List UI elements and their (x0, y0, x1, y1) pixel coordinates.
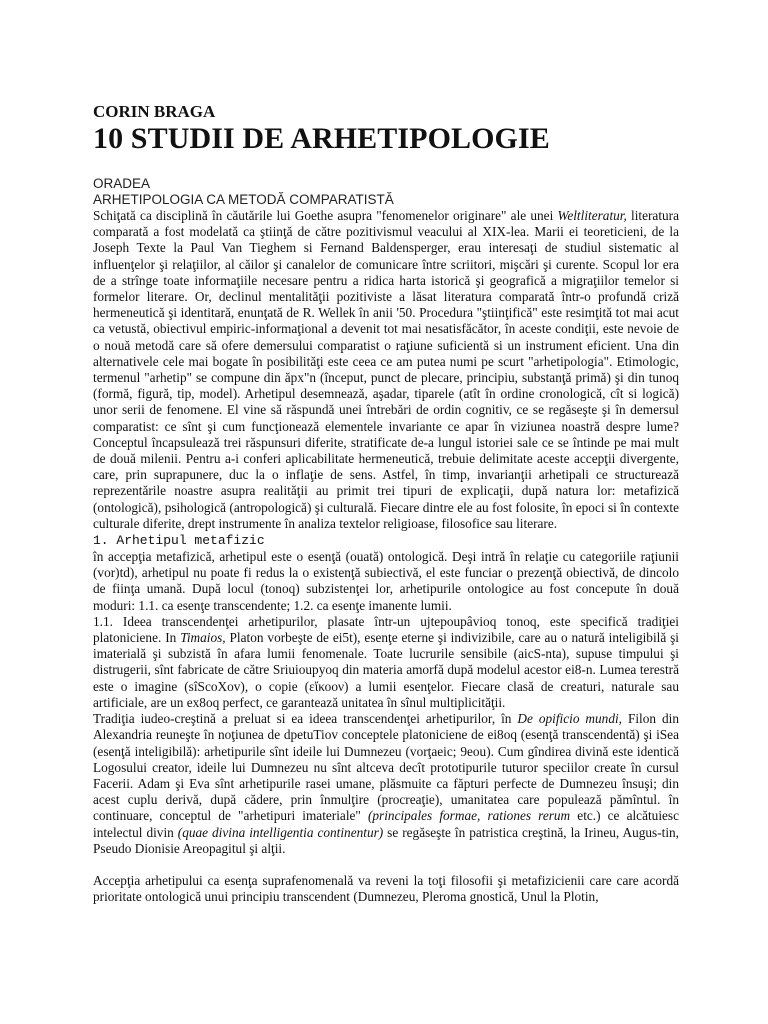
text-run: Filon din Alexandria reuneşte în noţiunea de dpetuTiov conceptele platoniciene de ei8oq (esenţă transcendentă) şi iSea (esenţă inteligibilă): arhetipurile sînt ideile lui Dumnezeu (vorţaeic; 9eou). Cum gîndirea divină este identică Logosului creator, ideile lui Dumnezeu nu sînt altceva decît prototipurile tuturor speciilor create în cursul Facerii. Adam şi Eva sînt arhetipurile rasei umane, plăsmuite ca făpturi perfecte de Dumnezeu însuşi; din acest cuplu derivă, după cădere, prin înmulţire (procreaţie), umanitatea care populează pămîntul. în continuare, conceptul de "arhetipuri imateriale" (93, 711, 679, 824)
paragraph-intro (93, 208, 679, 532)
text-run: literatura comparată a fost modelată ca ştiinţă de către pozitivismul veacului al XIX-lea. Marii ei teoreticieni, de la Joseph Texte la Paul Van Tieghem si Fernand Baldensperger, erau interesaţi de studiul sistematic al influenţelor şi relaţiilor, al căilor şi canalelor de comunicare între scriitori, mişcări şi curente. Scopul lor era de a strînge toate informaţiile necesare pentru a ridica harta istorică şi geografică a migraţiilor temelor si formelor literare. Or, declinul mentalităţii pozitiviste a lăsat literatura comparată într-o profundă criză hermeneutică şi identitară, enunţată de R. Wellek în anii '50. Procedura "ştiinţifică" este resimţită tot mai acut ca vetustă, obiectivul empiric-informaţional a devenit tot mai nesatisfăcător, în aceste condiţii, este nevoie de o nouă metodă care să ofere demersului comparatist o raţiune suficientă si un instrument eficient. Una din alternativele cele mai bogate în posibilităţi este ceea ce am putea numi pe scurt "arhetipologia". Etimologic, termenul "arhetip" se compune din ăpx"n (început, punct de plecare, principiu, substanţă primă) şi din tunoq (formă, figură, tip, model). Arhetipul desemnează, aşadar, tiparele (atît în ordine cronologică, cît si logică) unor serii de fenomene. El vine să răspundă unei întrebări de ordin cognitiv, ce se regăseşte şi în demersul comparatist: ce sînt şi cum funcţionează elementele invariante ce apar în viziunea noastră despre lume? Conceptul încapsulează trei răspunsuri diferite, stratificate de-a lungul istoriei sale ce se întinde pe mai mult de două milenii. Pentru a-i conferi aplicabilitate hermeneutică, trebuie delimitate aceste accepţii divergente, care, prin suprapunere, duc la o inflaţie de sens. Astfel, în timp, invarianţii arhetipali ce structurează reprezentările noastre asupra realităţii au primit trei tipuri de explicaţii, după natura lor: metafizică (ontologică), psihologică (antropologică) şi culturală. Fiecare dintre ele au fost folosite, în epoci si în contexte culturale diferite, drept instrumente în analiza textelor religioase, filosofice sau literare. (93, 208, 680, 531)
italic-term: Weltliteratur, (557, 208, 627, 223)
italic-term: De opificio mundi, (517, 711, 622, 727)
text-run: Schiţată ca disciplină în căutările lui Goethe asupra "fenomenelor originare" ale unei (93, 208, 558, 223)
document-page (93, 102, 679, 905)
text-run: etc.) ce alcătuiesc intelectul divin (93, 808, 679, 840)
text-run: 1.1. Ideea transcendenţei arhetipurilor, plasate într-un ujtepoupâvioq tonoq, este specifică tradiţiei platoniciene. In (93, 613, 679, 646)
section-heading: 1. Arhetipul metafizic (93, 533, 265, 549)
book-title: 10 STUDII DE ARHETIPOLOGIE (93, 122, 550, 155)
text-run: se regăseşte în patristica creştină, la Irineu, Augus-tin, Pseudo Dionisie Areopagitul şi alţii. (93, 824, 679, 856)
paragraph-suprafenomenal: Accepţia arhetipului ca esenţa suprafenomenală va reveni la toţi filosofii şi metafizicienii care care acordă prioritate ontologică unui principiu transcendent (Dumnezeu, Pleroma gnostică, Unul la Plotin, (93, 872, 679, 905)
place-label: ORADEA (93, 176, 151, 191)
italic-term: Timaios, (180, 630, 226, 646)
paragraph-metaphysical: în accepţia metafizică, arhetipul este o esenţă (ouată) ontologică. Deşi intră în relaţie cu categoriile raţiunii (vor)td), arhetipul nu poate fi redus la o existenţă subiectivă, el este funciar o prezenţă obiectivă, de dincolo de fiinţa umană. După locul (tonoq) subzistenţei lor, arhetipurile ontologice au fost concepute în două moduri: 1.1. ca esenţe transcendente; 1.2. ca esenţe imanente lumii. (93, 549, 679, 613)
paragraph-transcendence (93, 614, 679, 711)
italic-term: (principales formae, rationes rerum (367, 808, 571, 824)
paragraph-judeo-christian (93, 711, 679, 857)
author-name: CORIN BRAGA (93, 102, 216, 121)
paragraph-spacer (93, 857, 679, 873)
text-run: Platon vorbeşte de ei5t), esenţe eterne şi indivizibile, care au o natură inteligibilă şi imaterială şi subzistă în afara lumii fenomenale. Toate lucrurile sensibile (aicS-nta), supuse timpului şi distrugerii, sînt fabricate de către Sriuioupyoq din materia amorfă după modelul acestor ei8-n. Lumea terestră este o imagine (sîScoXov), o copie (εἴκοον) a lumii esenţelor. Fiecare clasă de creaturi, naturale sau artificiale, are un ex8oq perfect, ce garantează unitatea în sînul multiplicităţii. (93, 630, 680, 710)
chapter-title: ARHETIPOLOGIA CA METODĂ COMPARATISTĂ (93, 192, 394, 207)
text-run: Tradiţia iudeo-creştină a preluat si ea ideea transcendenţei arhetipurilor, în (93, 711, 518, 727)
italic-term: (quae divina intelligentia continentur) (177, 824, 384, 840)
